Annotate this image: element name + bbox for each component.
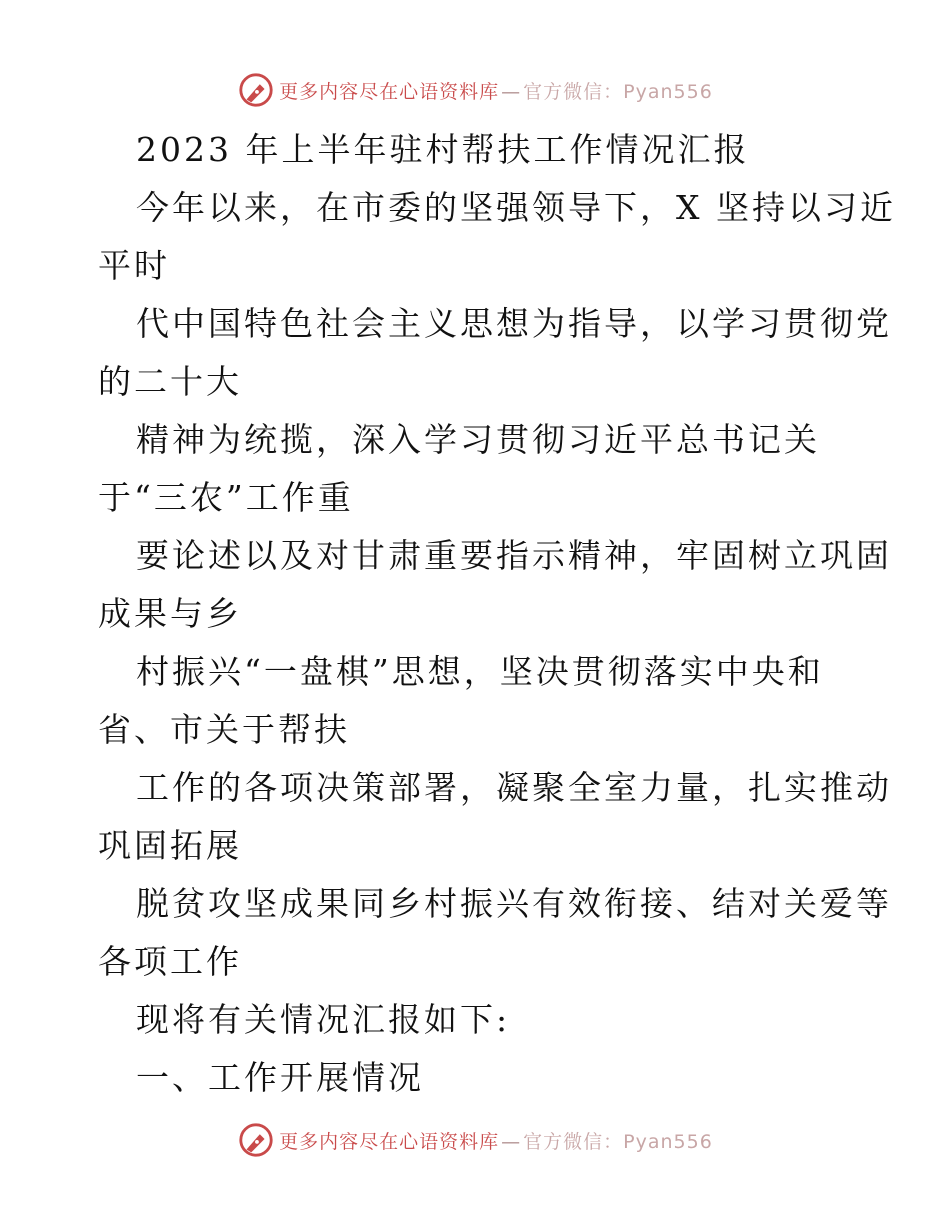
- section-heading: 一、工作开展情况: [136, 1058, 424, 1097]
- watermark-footer: [0, 1120, 950, 1160]
- paragraph-line: 代中国特色社会主义思想为指导，以学习贯彻党: [136, 304, 892, 343]
- paragraph-line: 各项工作: [98, 942, 242, 981]
- watermark-header: [0, 70, 950, 110]
- paragraph-line: 平时: [98, 246, 170, 285]
- paragraph-line: 巩固拓展: [98, 826, 242, 865]
- paragraph-line: 脱贫攻坚成果同乡村振兴有效衔接、结对关爱等: [136, 884, 892, 923]
- paragraph-line: 成果与乡: [98, 594, 242, 633]
- paragraph-line: 精神为统揽，深入学习贯彻习近平总书记关: [136, 420, 820, 459]
- watermark-text: 更多内容尽在心语资料库 — 官方微信：Pyan556: [279, 1130, 713, 1153]
- paragraph-line: 现将有关情况汇报如下:: [136, 1000, 511, 1039]
- pen-nib-logo-icon: [237, 1121, 275, 1159]
- paragraph-line: 要论述以及对甘肃重要指示精神，牢固树立巩固: [136, 536, 892, 575]
- paragraph-line: 工作的各项决策部署，凝聚全室力量，扎实推动: [136, 768, 892, 807]
- watermark-text: 更多内容尽在心语资料库 — 官方微信：Pyan556: [279, 80, 713, 103]
- paragraph-line: 于“三农”工作重: [98, 478, 354, 517]
- document-title: 2023 年上半年驻村帮扶工作情况汇报: [136, 130, 750, 169]
- paragraph-line: 今年以来，在市委的坚强领导下，X 坚持以习近: [136, 188, 896, 227]
- pen-nib-logo-icon: [237, 71, 275, 109]
- paragraph-line: 省、市关于帮扶: [98, 710, 350, 749]
- paragraph-line: 村振兴“一盘棋”思想，坚决贯彻落实中央和: [136, 652, 824, 691]
- paragraph-line: 的二十大: [98, 362, 242, 401]
